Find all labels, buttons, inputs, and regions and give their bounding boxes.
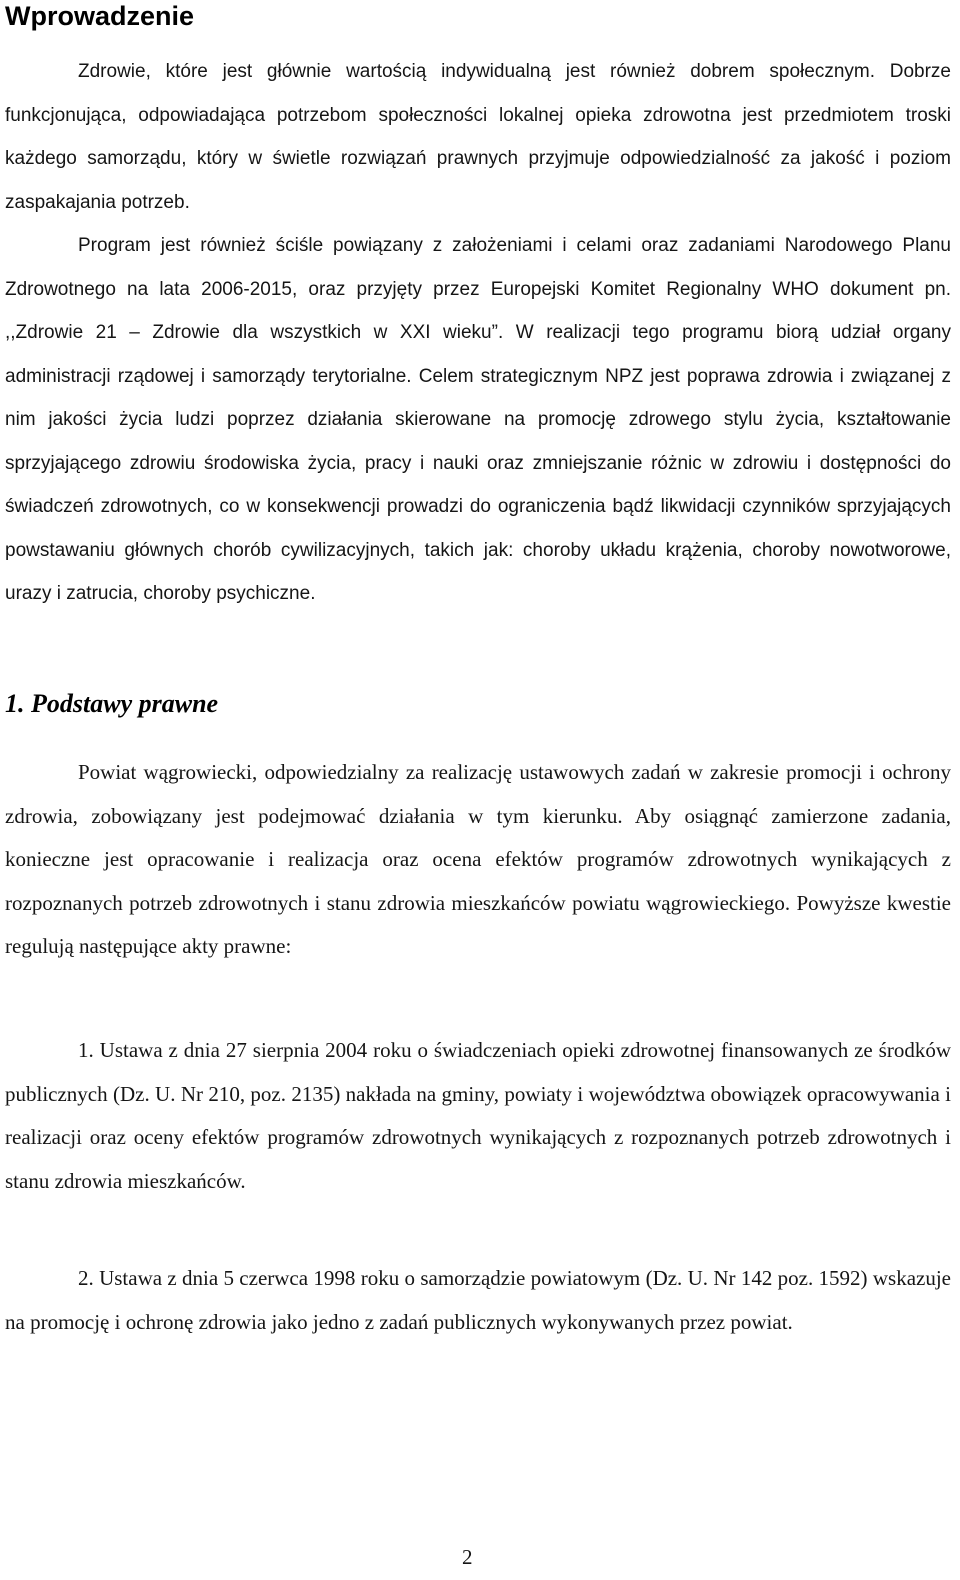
document-heading: Wprowadzenie	[5, 1, 195, 31]
page-number: 2	[462, 1545, 473, 1569]
law-list-item-2: 2. Ustawa z dnia 5 czerwca 1998 roku o samorządzie powiatowym (Dz. U. Nr 142 poz. 1592) wskazuje na promocję i ochronę zdrowia jako jedno z zadań publicznych wykonywanych przez powiat.	[5, 1266, 951, 1334]
intro-paragraph-1: Zdrowie, które jest głównie wartością indywidualną jest również dobrem społecznym. Dobrze funkcjonująca, odpowiadająca potrzebom społeczności lokalnej opieka zdrowotna jest przedmiotem troski każdego samorządu, który w świetle rozwiązań prawnych przyjmuje odpowiedzialność za jakość i poziom zaspakajania potrzeb.	[5, 61, 951, 213]
section-paragraph: Powiat wągrowiecki, odpowiedzialny za realizację ustawowych zadań w zakresie promocji i ochrony zdrowia, zobowiązany jest podejmować działania w tym kierunku. Aby osiągnąć zamierzone zadania, konieczne jest opracowanie i realizacja oraz ocena efektów programów zdrowotnych wynikających z rozpoznanych potrzeb zdrowotnych i stanu zdrowia mieszkańców powiatu wągrowieckiego. Powyższe kwestie regulują następujące akty prawne:	[5, 760, 951, 958]
intro-paragraph-2: Program jest również ściśle powiązany z założeniami i celami oraz zadaniami Narodowego Planu Zdrowotnego na lata 2006-2015, oraz przyjęty przez Europejski Komitet Regionalny WHO dokument pn. ,,Zdrowie 21 – Zdrowie dla wszystkich w XXI wieku”. W realizacji tego programu biorą udział organy administracji rządowej i samorządy terytorialne. Celem strategicznym NPZ jest poprawa zdrowia i związanej z nim jakości życia ludzi poprzez działania skierowane na promocję zdrowego stylu życia, kształtowanie sprzyjającego zdrowiu środowiska życia, pracy i nauki oraz zmniejszanie różnic w zdrowiu i dostępności do świadczeń zdrowotnych, co w konsekwencji prowadzi do ograniczenia bądź likwidacji czynników sprzyjających powstawaniu głównych chorób cywilizacyjnych, takich jak: choroby układu krążenia, choroby nowotworowe, urazy i zatrucia, choroby psychiczne.	[5, 235, 951, 604]
section-heading: 1. Podstawy prawne	[5, 689, 219, 718]
law-list-item-1: 1. Ustawa z dnia 27 sierpnia 2004 roku o świadczeniach opieki zdrowotnej finansowanych ze środków publicznych (Dz. U. Nr 210, poz. 2135) nakłada na gminy, powiaty i województwa obowiązek opracowywania i realizacji oraz oceny efektów programów zdrowotnych wynikających z rozpoznanych potrzeb zdrowotnych i stanu zdrowia mieszkańców.	[5, 1038, 951, 1193]
